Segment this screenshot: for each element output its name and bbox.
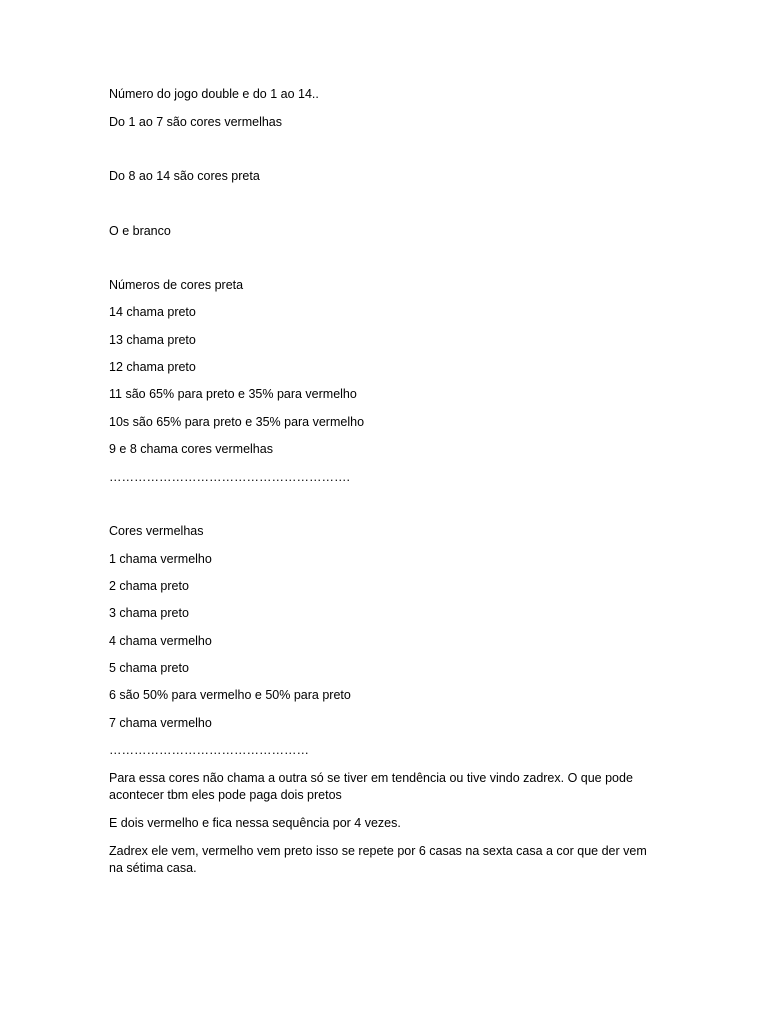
dotted-separator-1: …………………………………………………. xyxy=(109,470,350,484)
dotted-separator-2: ………………………………………… xyxy=(109,743,309,757)
red-rule-2: 2 chama preto xyxy=(109,579,189,593)
red-rule-3: 3 chama preto xyxy=(109,606,189,620)
paragraph-sequence: E dois vermelho e fica nessa sequência por 4 vezes. xyxy=(109,816,401,830)
red-rule-1: 1 chama vermelho xyxy=(109,552,212,566)
black-rule-11: 11 são 65% para preto e 35% para vermelho xyxy=(109,387,357,401)
paragraph-zadrex: Zadrex ele vem, vermelho vem preto isso se repete por 6 casas na sexta casa a cor que der vem na sétima casa. xyxy=(109,844,647,875)
white-line: O e branco xyxy=(109,224,171,238)
red-rule-7: 7 chama vermelho xyxy=(109,716,212,730)
red-rule-5: 5 chama preto xyxy=(109,661,189,675)
red-rule-4: 4 chama vermelho xyxy=(109,634,212,648)
black-range-line: Do 8 ao 14 são cores preta xyxy=(109,169,260,183)
red-range-line: Do 1 ao 7 são cores vermelhas xyxy=(109,115,283,129)
red-rule-6: 6 são 50% para vermelho e 50% para preto xyxy=(109,688,351,702)
black-rule-13: 13 chama preto xyxy=(109,333,196,347)
black-rule-9-8: 9 e 8 chama cores vermelhas xyxy=(109,442,273,456)
red-section-heading: Cores vermelhas xyxy=(109,524,204,538)
paragraph-tendency: Para essa cores não chama a outra só se tiver em tendência ou tive vindo zadrex. O que pode acontecer tbm eles pode paga dois pretos xyxy=(109,771,633,802)
black-rule-14: 14 chama preto xyxy=(109,305,196,319)
intro-line: Número do jogo double e do 1 ao 14.. xyxy=(109,87,319,101)
black-section-heading: Números de cores preta xyxy=(109,278,244,292)
black-rule-10: 10s são 65% para preto e 35% para vermelho xyxy=(109,415,365,429)
black-rule-12: 12 chama preto xyxy=(109,360,196,374)
